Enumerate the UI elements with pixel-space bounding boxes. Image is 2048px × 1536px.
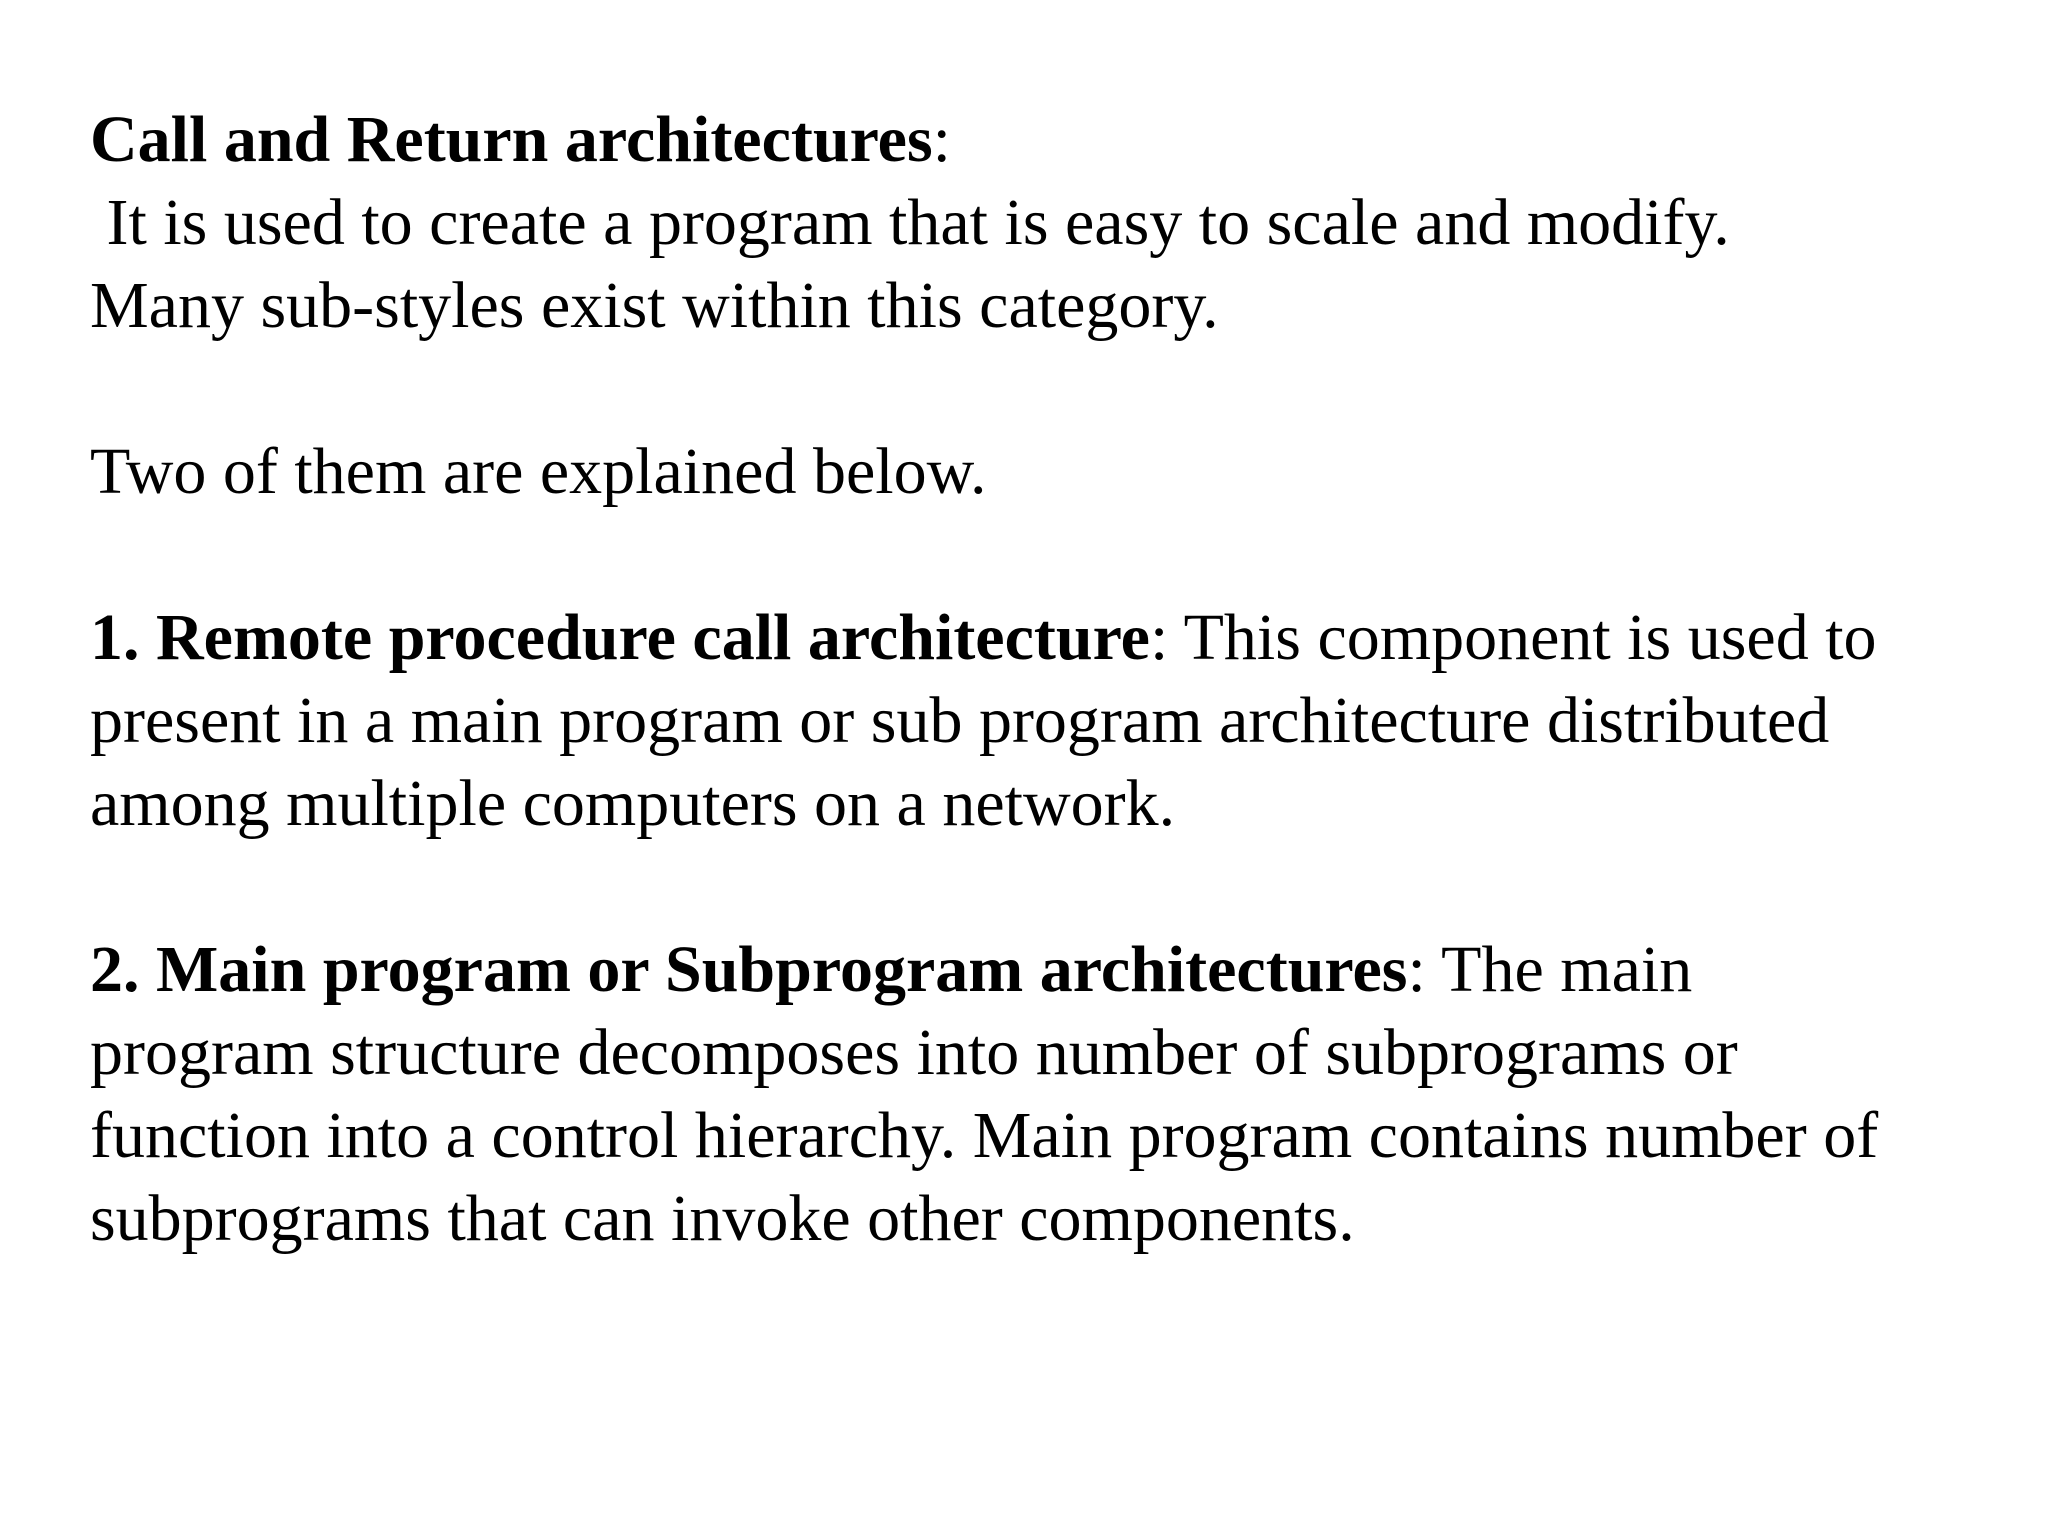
note-paragraph	[90, 430, 1990, 513]
item-2-title: 2. Main program or Subprogram architectures	[90, 933, 1408, 1006]
heading-paragraph	[90, 98, 1990, 347]
heading-colon: :	[932, 103, 952, 176]
heading-title: Call and Return architectures	[90, 103, 933, 176]
intro-line-2: Many sub-styles exist within this category.	[90, 269, 1219, 342]
item-2-first-line	[90, 928, 1990, 1011]
item-1-paragraph	[90, 596, 1990, 845]
note-line: Two of them are explained below.	[90, 435, 987, 508]
item-2-paragraph	[90, 928, 1990, 1260]
item-2-line: subprograms that can invoke other components.	[90, 1182, 1355, 1255]
item-1-first-line	[90, 596, 1990, 679]
item-2-line: function into a control hierarchy. Main program contains number of	[90, 1099, 1879, 1172]
item-2-lead: : The main	[1407, 933, 1693, 1006]
item-1-line: present in a main program or sub program architecture distributed	[90, 684, 1830, 757]
item-2-line: program structure decomposes into number of subprograms or	[90, 1016, 1738, 1089]
slide-content	[90, 98, 1990, 1260]
paragraph-gap	[90, 347, 1990, 430]
heading-line	[90, 98, 1990, 181]
item-1-line: among multiple computers on a network.	[90, 767, 1176, 840]
item-1-title: 1. Remote procedure call architecture	[90, 601, 1150, 674]
intro-line-1: It is used to create a program that is easy to scale and modify.	[90, 186, 1730, 259]
item-1-lead: : This component is used to	[1149, 601, 1877, 674]
paragraph-gap	[90, 845, 1990, 928]
paragraph-gap	[90, 513, 1990, 596]
